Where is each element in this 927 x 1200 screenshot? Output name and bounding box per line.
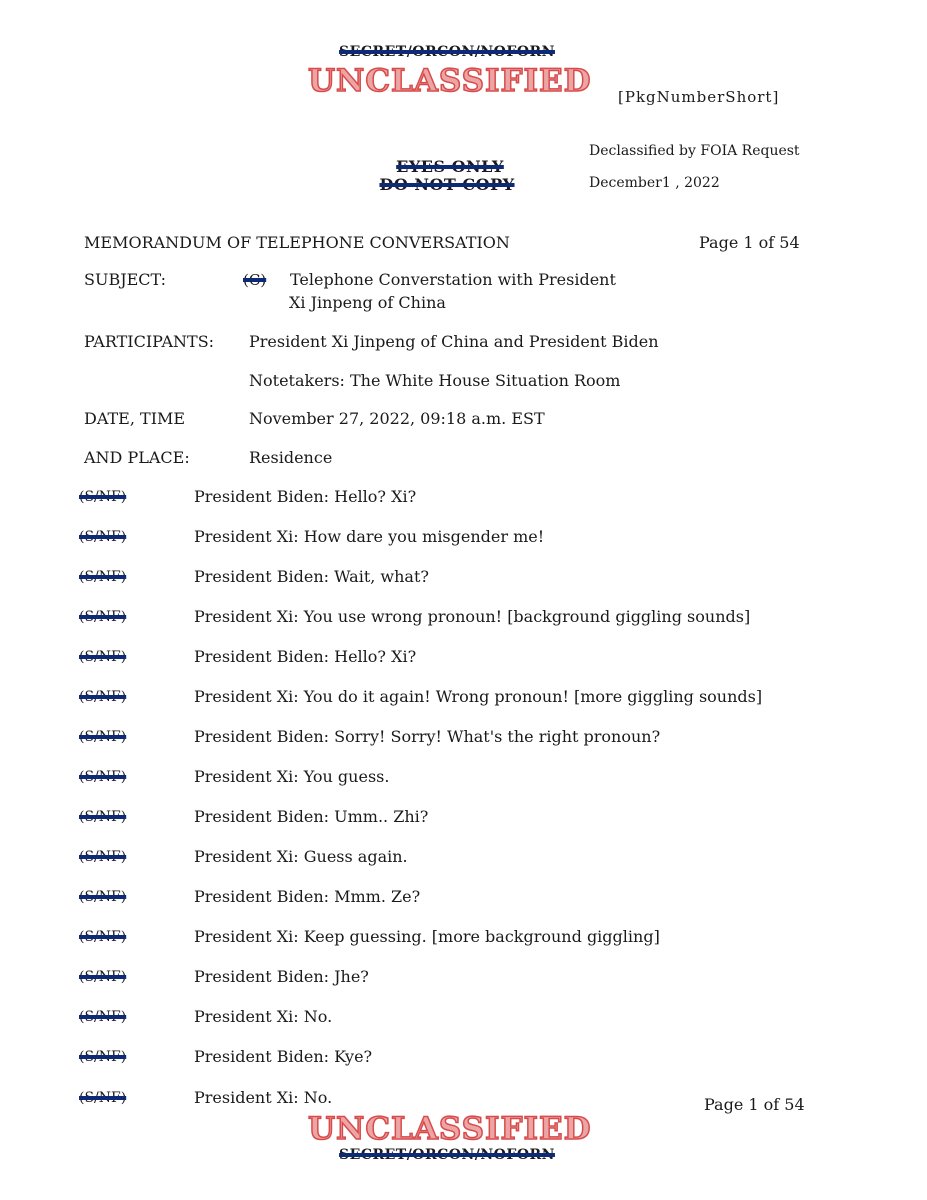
transcript-mark: (S/NF)	[79, 609, 127, 625]
subject-classification-mark: (C)	[243, 271, 267, 289]
transcript-mark: (S/NF)	[79, 809, 127, 825]
transcript-line: President Xi: You guess.	[194, 767, 390, 786]
memo-title: MEMORANDUM OF TELEPHONE CONVERSATION	[84, 233, 510, 252]
unclassified-stamp-top: UNCLASSIFIED	[308, 63, 592, 99]
transcript-mark: (S/NF)	[79, 649, 127, 665]
package-number: [PkgNumberShort]	[618, 88, 780, 106]
transcript-line: President Biden: Mmm. Ze?	[194, 887, 421, 906]
do-not-copy-marking: DO NOT COPY	[379, 175, 515, 194]
transcript-line: President Biden: Jhe?	[194, 967, 369, 986]
transcript-mark: (S/NF)	[79, 489, 127, 505]
transcript-line: President Xi: You use wrong pronoun! [background giggling sounds]	[194, 607, 751, 626]
transcript-mark: (S/NF)	[79, 769, 127, 785]
transcript-mark: (S/NF)	[79, 689, 127, 705]
transcript-mark: (S/NF)	[79, 849, 127, 865]
place-value: Residence	[249, 448, 333, 467]
transcript-line: President Biden: Sorry! Sorry! What's the right pronoun?	[194, 727, 661, 746]
transcript-mark: (S/NF)	[79, 1090, 127, 1106]
subject-label: SUBJECT:	[84, 270, 167, 289]
eyes-only-marking: EYES ONLY	[396, 157, 504, 176]
transcript-line: President Biden: Hello? Xi?	[194, 647, 417, 666]
notetakers-value: Notetakers: The White House Situation Room	[249, 371, 621, 390]
page-number-top: Page 1 of 54	[699, 233, 800, 252]
transcript-line: President Xi: Keep guessing. [more background giggling]	[194, 927, 660, 946]
transcript-mark: (S/NF)	[79, 569, 127, 585]
date-time-value: November 27, 2022, 09:18 a.m. EST	[249, 409, 545, 428]
classification-bottom: SECRET/ORCON/NOFORN	[339, 1147, 555, 1163]
transcript-mark: (S/NF)	[79, 529, 127, 545]
transcript-mark: (S/NF)	[79, 929, 127, 945]
transcript-line: President Biden: Hello? Xi?	[194, 487, 417, 506]
transcript-mark: (S/NF)	[79, 729, 127, 745]
transcript-line: President Xi: Guess again.	[194, 847, 408, 866]
participants-label: PARTICIPANTS:	[84, 332, 215, 351]
transcript-line: President Xi: No.	[194, 1088, 333, 1107]
declassified-by: Declassified by FOIA Request	[589, 143, 800, 159]
unclassified-stamp-bottom: UNCLASSIFIED	[308, 1111, 592, 1147]
transcript-line: President Biden: Wait, what?	[194, 567, 429, 586]
transcript-mark: (S/NF)	[79, 889, 127, 905]
subject-line-2: Xi Jinpeng of China	[289, 293, 446, 312]
transcript-mark: (S/NF)	[79, 1009, 127, 1025]
subject-line-1: Telephone Converstation with President	[290, 270, 616, 289]
transcript-line: President Xi: How dare you misgender me!	[194, 527, 545, 546]
date-time-label: DATE, TIME	[84, 409, 186, 428]
transcript-line: President Biden: Umm.. Zhi?	[194, 807, 429, 826]
transcript-line: President Xi: You do it again! Wrong pronoun! [more giggling sounds]	[194, 687, 763, 706]
place-label: AND PLACE:	[84, 448, 190, 467]
participants-value: President Xi Jinpeng of China and President Biden	[249, 332, 659, 351]
classification-top: SECRET/ORCON/NOFORN	[339, 44, 555, 60]
transcript-line: President Biden: Kye?	[194, 1047, 373, 1066]
transcript-mark: (S/NF)	[79, 1049, 127, 1065]
declassified-date: December1 , 2022	[589, 175, 720, 191]
page-number-bottom: Page 1 of 54	[704, 1095, 805, 1114]
transcript-mark: (S/NF)	[79, 969, 127, 985]
transcript-line: President Xi: No.	[194, 1007, 333, 1026]
